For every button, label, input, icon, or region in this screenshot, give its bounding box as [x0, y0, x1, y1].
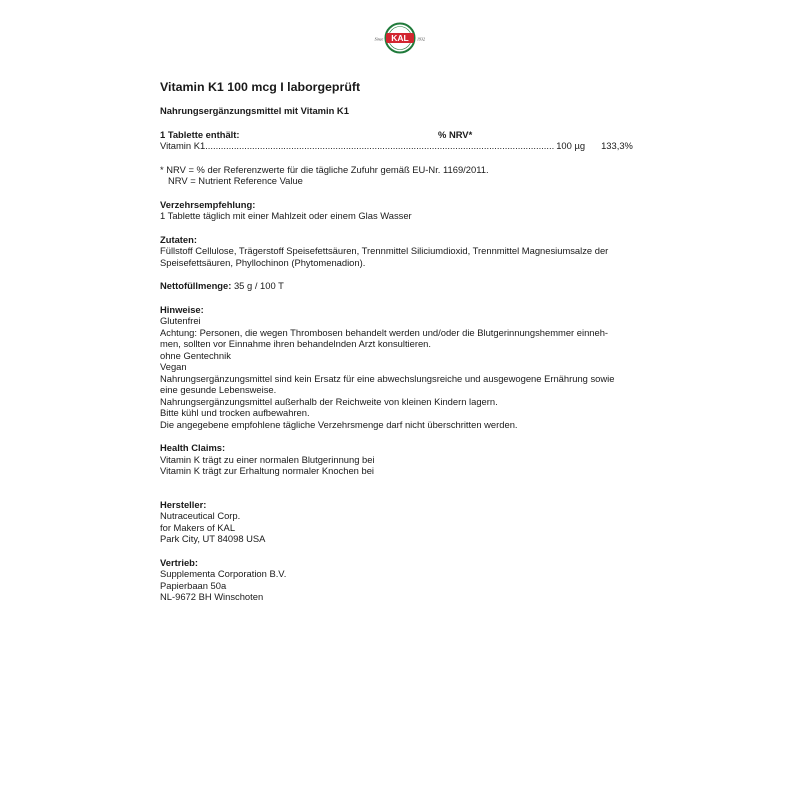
table-header-left: 1 Tablette enthält:: [160, 128, 240, 140]
table-header-right: % NRV*: [438, 128, 473, 140]
nutrition-table-row: [160, 140, 633, 152]
hinweise-line: ohne Gentechnik: [160, 349, 231, 361]
footnote: [160, 164, 640, 187]
health-heading: Health Claims:: [160, 442, 226, 453]
page-subtitle: Nahrungsergänzungsmittel mit Vitamin K1: [160, 105, 349, 116]
health-line: Vitamin K trägt zu einer normalen Blutgerinnung bei: [160, 453, 375, 465]
nutrition-table-header: [160, 129, 498, 141]
hersteller-line: for Makers of KAL: [160, 521, 236, 533]
hinweise-line: Nahrungsergänzungsmittel sind kein Ersatz für eine abwechslungsreiche und ausgewogene Ernährung sowie: [160, 372, 615, 384]
hinweise-line: men, sollten vor Einnahme ihren behandelnden Arzt konsultieren.: [160, 338, 431, 349]
kal-logo: [373, 22, 427, 54]
verzehr-text: 1 Tablette täglich mit einer Mahlzeit oder einem Glas Wasser: [160, 210, 412, 221]
section-health-claims: [160, 442, 640, 477]
hersteller-heading: Hersteller:: [160, 498, 207, 510]
section-netto: [160, 280, 640, 292]
label-document: [160, 80, 640, 603]
hinweise-line: Glutenfrei: [160, 315, 201, 326]
vertrieb-line: NL-9672 BH Winschoten: [160, 591, 264, 602]
logo-brand-text: KAL: [391, 33, 409, 44]
dot-leader: ......................................................................................................................................: [205, 140, 555, 151]
hinweise-line: Achtung: Personen, die wegen Thrombosen behandelt werden und/oder die Blutgerinnungshemmer einneh-: [160, 326, 609, 338]
netto-label: Nettofüllmenge:: [160, 280, 232, 291]
vertrieb-line: Supplementa Corporation B.V.: [160, 568, 287, 579]
hinweise-line: Vegan: [160, 361, 187, 372]
footnote-line-1: * NRV = % der Referenzwerte für die tägliche Zufuhr gemäß EU-Nr. 1169/2011.: [160, 163, 489, 175]
hersteller-line: Park City, UT 84098 USA: [160, 533, 266, 544]
zutaten-line-2: Speisefettsäuren, Phyllochinon (Phytomenadion).: [160, 256, 366, 268]
zutaten-line-1: Füllstoff Cellulose, Trägerstoff Speisefettsäuren, Trennmittel Siliciumdioxid, Trennmittel Magnesiumsalze der: [160, 245, 609, 256]
logo-left-text: Since: [374, 36, 384, 42]
health-line: Vitamin K trägt zur Erhaltung normaler Knochen bei: [160, 465, 375, 476]
vertrieb-line: Papierbaan 50a: [160, 579, 227, 591]
footnote-line-2: NRV = Nutrient Reference Value: [168, 175, 303, 186]
section-hersteller: [160, 499, 640, 545]
zutaten-heading: Zutaten:: [160, 233, 197, 245]
verzehr-heading: Verzehrsempfehlung:: [160, 198, 256, 210]
section-verzehr: [160, 199, 640, 222]
vertrieb-heading: Vertrieb:: [160, 556, 199, 568]
page-title: Vitamin K1 100 mcg I laborgeprüft: [160, 80, 361, 94]
logo-right-text: 1932: [417, 36, 425, 42]
hinweise-heading: Hinweise:: [160, 303, 204, 315]
section-vertrieb: [160, 557, 640, 603]
nutrient-amount: 100 µg: [556, 140, 586, 151]
hinweise-line: eine gesunde Lebensweise.: [160, 384, 277, 395]
nutrient-nrv: 133,3%: [601, 140, 633, 151]
nutrient-name: Vitamin K1: [160, 140, 206, 151]
netto-value: 35 g / 100 T: [231, 280, 284, 291]
hinweise-line: Die angegebene empfohlene tägliche Verzehrsmenge darf nicht überschritten werden.: [160, 418, 518, 430]
section-hinweise: [160, 304, 640, 431]
hinweise-line: Bitte kühl und trocken aufbewahren.: [160, 407, 310, 418]
hersteller-line: Nutraceutical Corp.: [160, 510, 241, 521]
section-zutaten: [160, 234, 640, 269]
hinweise-line: Nahrungsergänzungsmittel außerhalb der Reichweite von kleinen Kindern lagern.: [160, 395, 498, 407]
